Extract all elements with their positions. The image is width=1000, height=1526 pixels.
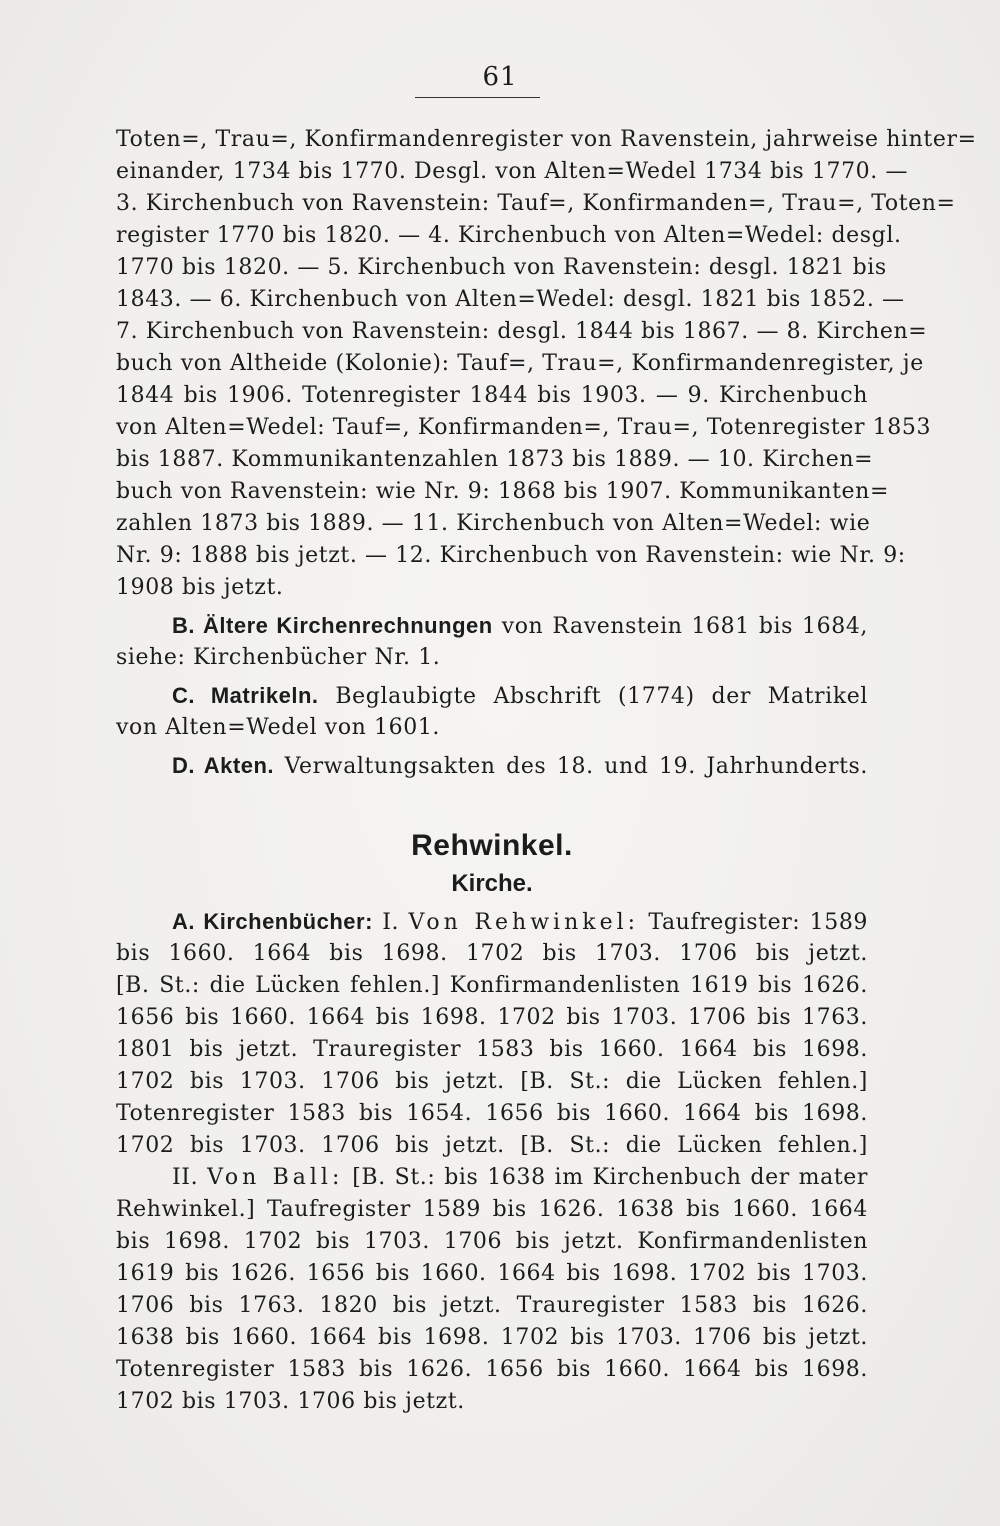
section-b-line (116, 610, 868, 642)
subsection-text: [B. St.: bis 1638 im Kirchenbuch der mater (352, 1165, 869, 1190)
text-line: 1844 bis 1906. Totenregister 1844 bis 1903. — 9. Kirchenbuch (116, 383, 868, 408)
section-b-heading: B. Ältere Kirchenrechnungen (172, 613, 493, 638)
text-line: 7. Kirchenbuch von Ravenstein: desgl. 1844 bis 1867. — 8. Kirchen= (116, 319, 928, 344)
text-line: [B. St.: die Lücken fehlen.] Konfirmandenlisten 1619 bis 1626. (116, 973, 868, 998)
text-line: 1702 bis 1703. 1706 bis jetzt. [B. St.: die Lücken fehlen.] (116, 1069, 868, 1094)
section-subtitle: Kirche. (451, 870, 533, 897)
text-line: 1656 bis 1660. 1664 bis 1698. 1702 bis 1703. 1706 bis 1763. (116, 1005, 868, 1030)
text-line: buch von Altheide (Kolonie): Tauf=, Trau=, Konfirmandenregister, je (116, 351, 924, 376)
section-title: Rehwinkel. (411, 829, 573, 862)
section-a-text: Taufregister: 1589 (648, 910, 869, 935)
text-line: zahlen 1873 bis 1889. — 11. Kirchenbuch von Alten=Wedel: wie (116, 511, 871, 536)
section-a-heading: A. Kirchenbücher: (172, 909, 373, 934)
section-a-line (116, 906, 868, 938)
section-d-text: Verwaltungsakten des 18. und 19. Jahrhunderts. (284, 754, 869, 779)
section-c-text: Beglaubigte Abschrift (1774) der Matrikel (335, 684, 869, 709)
text-line: 1619 bis 1626. 1656 bis 1660. 1664 bis 1698. 1702 bis 1703. (116, 1261, 868, 1286)
text-line: bis 1698. 1702 bis 1703. 1706 bis jetzt. Konfirmandenlisten (116, 1229, 868, 1254)
section-c-line (116, 680, 868, 712)
subsection-ii-line (116, 1162, 868, 1194)
text-line: Totenregister 1583 bis 1654. 1656 bis 1660. 1664 bis 1698. (116, 1101, 868, 1126)
text-line: 1801 bis jetzt. Trauregister 1583 bis 1660. 1664 bis 1698. (116, 1037, 868, 1062)
text-line: bis 1887. Kommunikantenzahlen 1873 bis 1889. — 10. Kirchen= (116, 447, 874, 472)
roman-numeral: II. (172, 1165, 199, 1190)
text-line: 1908 bis jetzt. (116, 575, 284, 600)
text-line: Totenregister 1583 bis 1626. 1656 bis 1660. 1664 bis 1698. (116, 1357, 868, 1382)
text-line: einander, 1734 bis 1770. Desgl. von Alten=Wedel 1734 bis 1770. — (116, 159, 909, 184)
page-number: 61 (482, 62, 518, 92)
section-c-heading: C. Matrikeln. (172, 683, 319, 708)
roman-numeral: I. (382, 910, 400, 935)
text-line: siehe: Kirchenbücher Nr. 1. (116, 645, 441, 670)
text-line: register 1770 bis 1820. — 4. Kirchenbuch von Alten=Wedel: desgl. (116, 223, 902, 248)
section-d-line (116, 750, 868, 782)
text-line: 1702 bis 1703. 1706 bis jetzt. (116, 1389, 465, 1414)
page-body (116, 124, 977, 1418)
text-line: 1702 bis 1703. 1706 bis jetzt. [B. St.: die Lücken fehlen.] (116, 1133, 868, 1158)
page-number-rule (415, 97, 540, 98)
text-line: 1706 bis 1763. 1820 bis jetzt. Trauregister 1583 bis 1626. (116, 1293, 868, 1318)
text-line: 3. Kirchenbuch von Ravenstein: Tauf=, Konfirmanden=, Trau=, Toten= (116, 191, 956, 216)
text-line: Nr. 9: 1888 bis jetzt. — 12. Kirchenbuch von Ravenstein: wie Nr. 9: (116, 543, 906, 568)
text-line: von Alten=Wedel von 1601. (116, 715, 441, 740)
section-b-text: von Ravenstein 1681 bis 1684, (501, 614, 869, 639)
text-line: buch von Ravenstein: wie Nr. 9: 1868 bis 1907. Kommunikanten= (116, 479, 889, 504)
spaced-heading: Von Ball: (207, 1165, 344, 1190)
text-line: bis 1660. 1664 bis 1698. 1702 bis 1703. 1706 bis jetzt. (116, 941, 868, 966)
text-line: Toten=, Trau=, Konfirmandenregister von Ravenstein, jahrweise hinter= (116, 127, 977, 152)
spaced-heading: Von Rehwinkel: (408, 910, 640, 935)
text-line: 1770 bis 1820. — 5. Kirchenbuch von Ravenstein: desgl. 1821 bis (116, 255, 887, 280)
text-line: 1843. — 6. Kirchenbuch von Alten=Wedel: desgl. 1821 bis 1852. — (116, 287, 905, 312)
text-line: 1638 bis 1660. 1664 bis 1698. 1702 bis 1703. 1706 bis jetzt. (116, 1325, 868, 1350)
text-line: Rehwinkel.] Taufregister 1589 bis 1626. 1638 bis 1660. 1664 (116, 1197, 868, 1222)
section-d-heading: D. Akten. (172, 753, 274, 778)
text-line: von Alten=Wedel: Tauf=, Konfirmanden=, Trau=, Totenregister 1853 (116, 415, 932, 440)
